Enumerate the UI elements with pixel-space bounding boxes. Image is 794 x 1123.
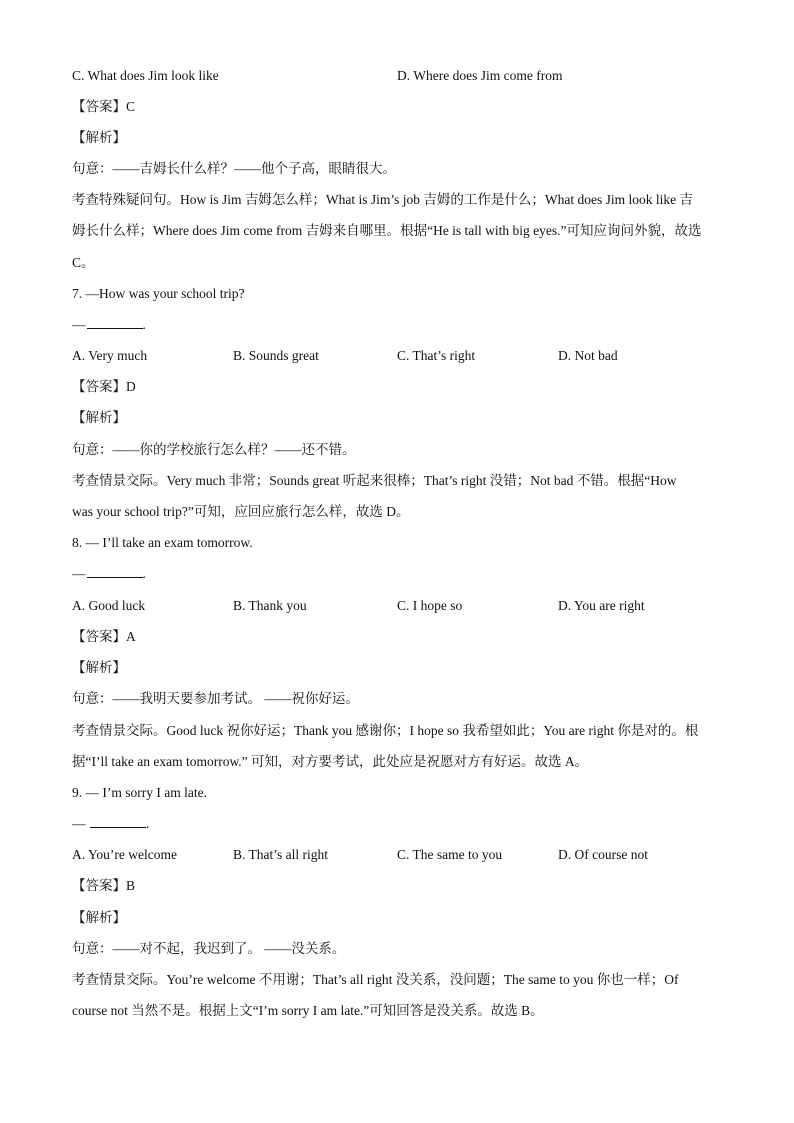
q7-reply-suffix: . xyxy=(142,317,146,332)
q8-option-d: D. You are right xyxy=(558,598,645,613)
q7-reply-line xyxy=(72,315,722,335)
q7-option-a: A. Very much xyxy=(72,348,148,363)
q9-explain-line-2: course not 当然不是。根据上文“I’m sorry I am late.”可知回答是没关系。故选 B。 xyxy=(72,1003,544,1018)
q7-reply-prefix: — xyxy=(72,317,86,332)
q7-answer: 【答案】D xyxy=(72,379,136,394)
q7-explain-line-2: was your school trip?”可知，应回应旅行怎么样，故选 D。 xyxy=(72,504,410,519)
q6-answer: 【答案】C xyxy=(72,99,136,114)
q8-reply-prefix: — xyxy=(72,566,86,581)
q8-reply-suffix: . xyxy=(142,566,146,581)
q7-meaning: 句意：——你的学校旅行怎么样？——还不错。 xyxy=(72,442,356,457)
q8-option-a: A. Good luck xyxy=(72,598,146,613)
q6-explain-line-3: C。 xyxy=(72,255,95,270)
q7-analysis-label: 【解析】 xyxy=(72,410,126,425)
q8-answer: 【答案】A xyxy=(72,629,136,644)
q9-reply-prefix: — xyxy=(72,816,89,831)
q9-answer: 【答案】B xyxy=(72,878,136,893)
q8-explain-line-1: 考查情景交际。Good luck 祝你好运；Thank you 感谢你；I hope so 我希望如此；You are right 你是对的。根 xyxy=(72,723,699,738)
q8-answer-blank xyxy=(87,565,143,578)
q9-explain-line-1: 考查情景交际。You’re welcome 不用谢；That’s all right 没关系，没问题；The same to you 你也一样；Of xyxy=(72,972,679,987)
q9-reply-line xyxy=(72,814,722,834)
q7-option-c: C. That’s right xyxy=(397,348,476,363)
q8-option-c: C. I hope so xyxy=(397,598,463,613)
q9-option-d: D. Of course not xyxy=(558,847,648,862)
q6-explain-line-1: 考查特殊疑问句。How is Jim 吉姆怎么样；What is Jim’s job 吉姆的工作是什么；What does Jim look like 吉 xyxy=(72,192,693,207)
q7-option-b: B. Sounds great xyxy=(233,348,319,363)
q6-explain-line-2: 姆长什么样；Where does Jim come from 吉姆来自哪里。根据“He is tall with big eyes.”可知应询问外貌，故选 xyxy=(72,223,702,238)
q9-option-a: A. You’re welcome xyxy=(72,847,177,862)
q7-question: 7. —How was your school trip? xyxy=(72,286,245,301)
q9-option-b: B. That’s all right xyxy=(233,847,328,862)
q9-meaning: 句意：——对不起，我迟到了。 ——没关系。 xyxy=(72,941,346,956)
q6-analysis-label: 【解析】 xyxy=(72,130,126,145)
q9-reply-suffix: . xyxy=(145,816,150,831)
q8-question: 8. — I’ll take an exam tomorrow. xyxy=(72,535,253,550)
q8-meaning: 句意：——我明天要参加考试。 ——祝你好运。 xyxy=(72,691,359,706)
q8-explain-line-2: 据“I’ll take an exam tomorrow.” 可知，对方要考试，此处应是祝愿对方有好运。故选 A。 xyxy=(72,754,589,769)
q9-analysis-label: 【解析】 xyxy=(72,910,126,925)
q6-meaning: 句意：——吉姆长什么样？——他个子高，眼睛很大。 xyxy=(72,161,396,176)
q7-answer-blank xyxy=(87,316,143,329)
q7-option-d: D. Not bad xyxy=(558,348,618,363)
q9-answer-blank xyxy=(90,815,146,828)
q9-question: 9. — I’m sorry I am late. xyxy=(72,785,207,800)
q7-explain-line-1: 考查情景交际。Very much 非常；Sounds great 听起来很棒；That’s right 没错；Not bad 不错。根据“How xyxy=(72,473,677,488)
q6-option-c: C. What does Jim look like xyxy=(72,68,219,83)
q8-option-b: B. Thank you xyxy=(233,598,307,613)
q6-option-d: D. Where does Jim come from xyxy=(397,68,563,83)
q8-reply-line xyxy=(72,564,722,584)
q8-analysis-label: 【解析】 xyxy=(72,660,126,675)
q9-option-c: C. The same to you xyxy=(397,847,503,862)
